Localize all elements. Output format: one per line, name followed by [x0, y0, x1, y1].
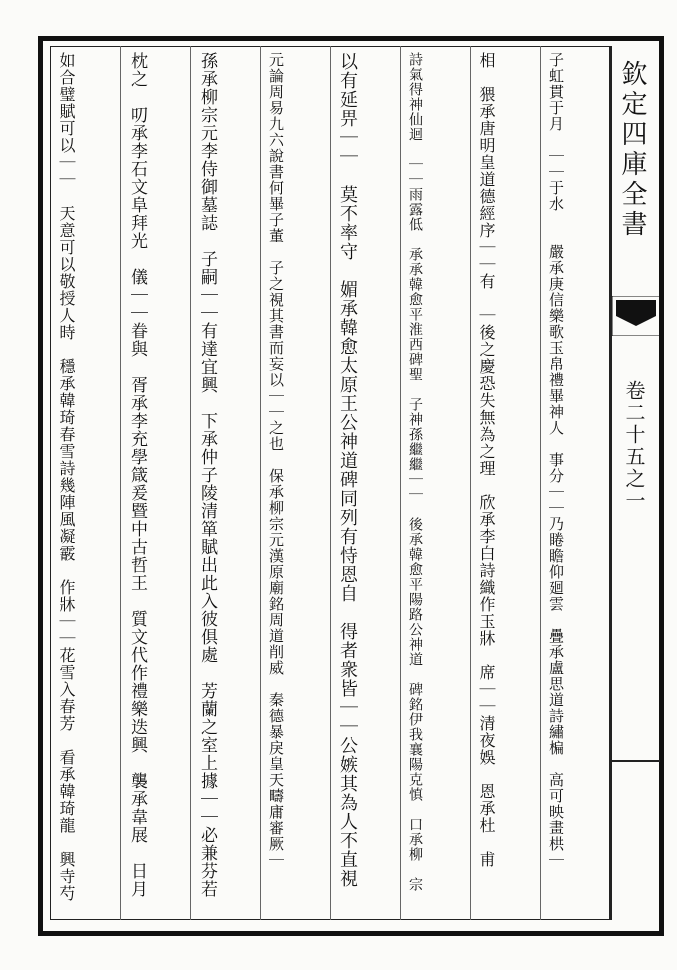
text-column: 元論周易九六說書何畢子董 子之視其書而妄以｜｜之也 保承柳宗元漢原廟銘周道削威 秦德暴戾皇天疇庸審厥｜ [267, 52, 285, 868]
side-rule [612, 760, 660, 762]
text-column: 詩氣得神仙迴 ｜｜雨露低 承承韓愈平淮西碑聖 子神孫繼繼｜｜ 後承韓愈平陽路公神道 碑銘伊我襄陽克慎 口承柳 宗 [407, 52, 423, 892]
column-divider [540, 46, 541, 920]
text-column: 以有延畀｜｜ 莫不率守 媚承韓愈太原王公神道碑同列有恃恩自 得者衆皆｜｜公嫉其為人不直視 [337, 52, 358, 888]
text-column: 枕之 叨承李石文阜拜光 儀｜｜眷與 胥承李充學箴爰暨中古哲王 質文代作禮樂迭興 襲承韋展 日月 [127, 52, 147, 898]
text-column: 孫承柳宗元李侍御墓誌 子嗣｜｜有達宜興 下承仲子陵清箪賦出此入彼俱處 芳蘭之室上據｜｜必兼芬若 [197, 52, 217, 898]
column-divider [260, 46, 261, 920]
fishtail-mark-icon [612, 296, 660, 336]
book-title: 欽定四庫全書 [617, 60, 647, 240]
text-column: 子虹貫于月 ｜｜于水 嚴承庚信樂歌玉帛禮畢神人 事分｜｜乃睠瞻仰廻雲 疊承盧思道詩繡楄 高可映畫栱｜ [547, 52, 565, 868]
column-divider [400, 46, 401, 920]
text-column: 相 猥承唐明皇道德經序｜｜有 ｜後之慶恐失無為之理 欣承李白詩織作玉牀 席｜｜清夜娛 恩承杜 甫 [477, 52, 496, 868]
column-divider [120, 46, 121, 920]
column-divider [190, 46, 191, 920]
text-column: 如合璧賦可以｜｜ 天意可以敬授人時 穩承韓琦春雪詩幾陣風凝霰 作牀｜｜花雪入春芳 看承韓琦龍 興寺芍 [57, 52, 76, 902]
juan-number: 卷二十五之一 [622, 380, 646, 512]
column-divider [470, 46, 471, 920]
margin-rule [610, 46, 612, 920]
column-divider [330, 46, 331, 920]
